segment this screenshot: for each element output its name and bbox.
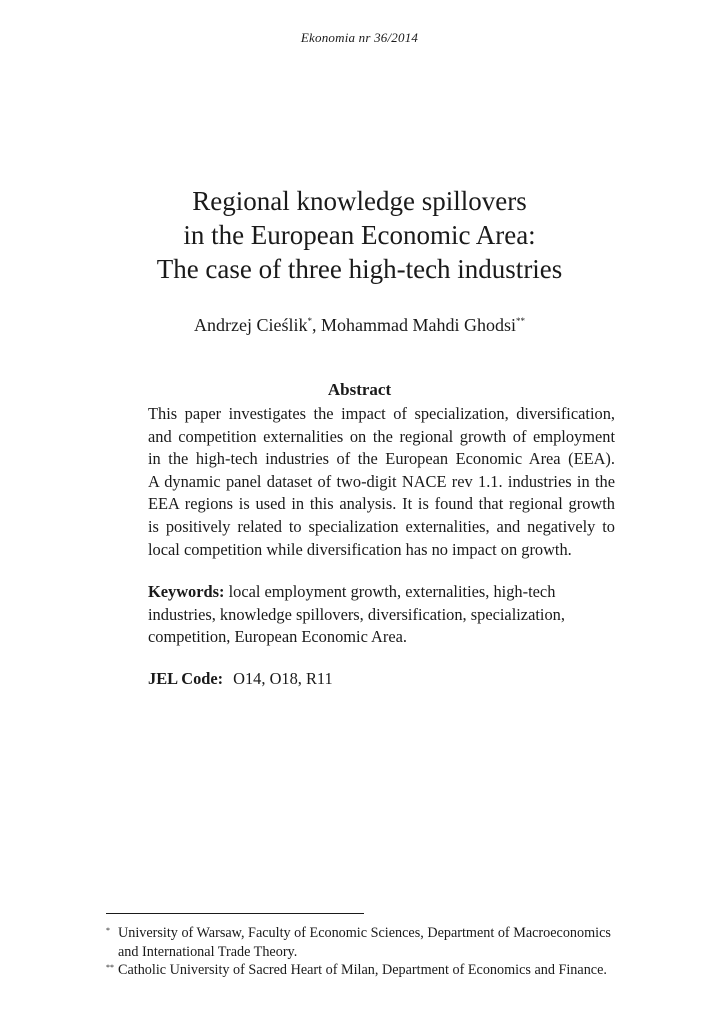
jel-value: O14, O18, R11 — [233, 669, 333, 688]
abstract-line: This paper investigates the impact of specialization, diversification, — [148, 404, 615, 423]
footnote-mark: ** — [106, 963, 114, 973]
author-name: Mohammad Mahdi Ghodsi — [320, 315, 516, 335]
abstract-line: local competition while diversification has no impact on growth. — [148, 539, 572, 559]
keywords-section — [148, 581, 615, 649]
keywords-line — [148, 581, 615, 604]
footnote-line: Catholic University of Sacred Heart of Milan, Department of Economics and Finance. — [118, 962, 607, 979]
footnote — [106, 924, 666, 961]
footnotes — [106, 924, 666, 980]
title-line: in the European Economic Area: — [183, 220, 536, 250]
abstract-line: EEA regions is used in this analysis. It is found that regional growth — [148, 494, 615, 514]
footnote-line: University of Warsaw, Faculty of Economic Sciences, Department of Macroeconomics — [118, 925, 611, 941]
title-line: Regional knowledge spillovers — [192, 186, 527, 216]
abstract-heading: Abstract — [327, 380, 392, 399]
abstract-line: and competition externalities on the regional growth of employment — [148, 426, 615, 446]
keywords-line: competition, European Economic Area. — [148, 627, 407, 647]
footnote-mark: * — [106, 926, 110, 935]
jel-code-section — [148, 669, 333, 689]
keywords-line: industries, knowledge spillovers, diversification, specialization, — [148, 604, 565, 624]
title-line: The case of three high-tech industries — [156, 254, 563, 284]
footnote-line: and International Trade Theory. — [118, 943, 298, 960]
keywords-text: local employment growth, externalities, high-tech — [224, 582, 556, 601]
abstract-line: A dynamic panel dataset of two-digit NACE rev 1.1. industries in the — [148, 471, 615, 491]
author-footnote-mark: ** — [515, 316, 525, 326]
paper-title — [40, 184, 679, 286]
journal-header: Ekonomia nr 36/2014 — [300, 30, 419, 45]
keywords-label: Keywords: — [148, 582, 225, 601]
author-list — [0, 315, 719, 336]
author-name: Andrzej Cieślik — [194, 315, 308, 335]
jel-label: JEL Code: — [148, 669, 224, 688]
author-separator: , — [311, 315, 321, 335]
footnote — [106, 961, 666, 980]
abstract-line: in the high-tech industries of the European Economic Area (EEA). — [148, 449, 615, 469]
author-footnote-mark: * — [307, 316, 312, 326]
abstract-text — [148, 403, 615, 561]
abstract-line: is positively related to specialization externalities, and negatively to — [148, 516, 615, 536]
footnote-divider — [106, 913, 364, 914]
